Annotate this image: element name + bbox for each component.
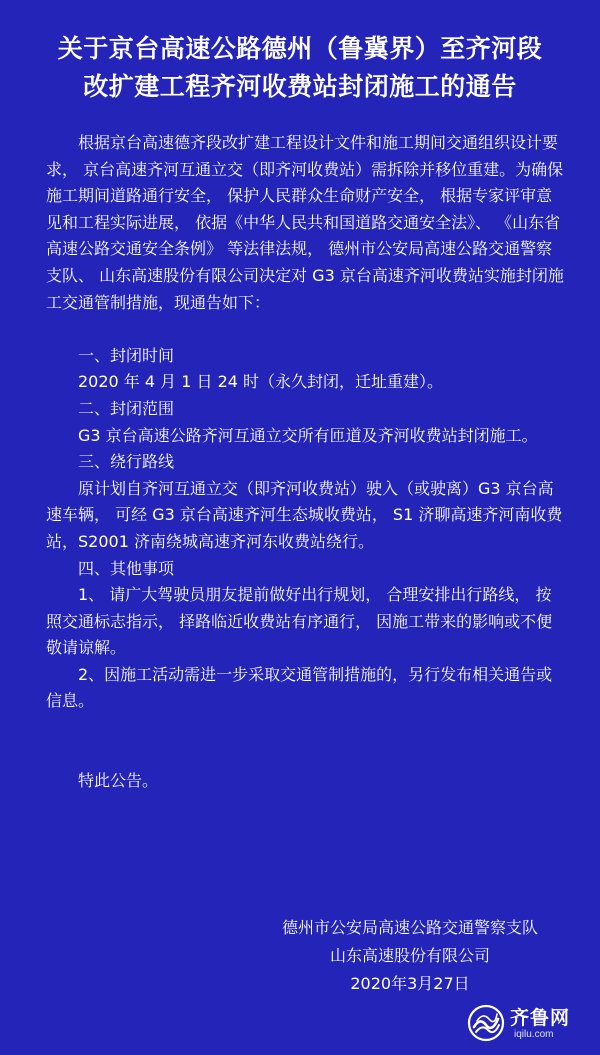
section-2-heading: 二、封闭范围 <box>78 398 175 418</box>
closing-text: 特此公告。 <box>78 771 159 791</box>
section-3-heading: 三、绕行路线 <box>78 452 175 472</box>
section-4-item-2: 2、因施工活动需进一步采取交通管制措施的，另行发布相关通告或信息。 <box>46 664 553 711</box>
notice-title <box>20 30 580 106</box>
signature-block <box>250 914 570 998</box>
intro-paragraph: 根据京台高速德齐段改扩建工程设计文件和施工期间交通组织设计要求， 京台高速齐河互通立交（即齐河收费站）需拆除并移位重建。为确保施工期间道路通行安全， 保护人民群众生命财产安全， 根据专家评审意见和工程实际进展， 依据《中华人民共和国道路交通安全法》、 《山东省高速公路交通安全条例》 等法律法规， 德州市公安局高速公路交通警察支队、 山东高速股份有限公司决定对 G3 京台高速齐河收费站实施封闭施工交通管制措施，现通告如下： <box>46 133 564 312</box>
watermark-brand: 齐鲁网 <box>510 1007 571 1029</box>
title-line-1: 关于京台高速公路德州（鲁冀界）至齐河段 <box>57 34 543 63</box>
signature-org-2: 山东高速股份有限公司 <box>329 946 490 965</box>
wave-logo-icon <box>466 1003 506 1043</box>
title-line-2: 改扩建工程齐河收费站封闭施工的通告 <box>83 72 517 101</box>
signature-date: 2020年3月27日 <box>350 974 470 993</box>
section-3-text: 原计划自齐河互通立交（即齐河收费站）驶入（或驶离）G3 京台高速车辆， 可经 G3 京台高速齐河生态城收费站， S1 济聊高速齐河南收费站，S2001 济南绕城高速齐河东收费站绕行。 <box>46 478 563 551</box>
watermark-url: iqilu.com <box>514 1029 554 1040</box>
section-2-text: G3 京台高速公路齐河互通立交所有匝道及齐河收费站封闭施工。 <box>78 425 538 445</box>
notice-body <box>46 130 566 795</box>
section-4-item-1: 1、 请广大驾驶员朋友提前做好出行规划， 合理安排出行路线， 按照交通标志指示， 择路临近收费站有序通行， 因施工带来的影响或不便敬请谅解。 <box>46 585 553 658</box>
signature-org-1: 德州市公安局高速公路交通警察支队 <box>281 918 538 937</box>
section-1-heading: 一、封闭时间 <box>78 345 175 365</box>
section-1-text: 2020 年 4 月 1 日 24 时（永久封闭，迁址重建）。 <box>78 372 444 392</box>
watermark-logo <box>466 999 586 1045</box>
section-4-heading: 四、其他事项 <box>78 558 175 578</box>
